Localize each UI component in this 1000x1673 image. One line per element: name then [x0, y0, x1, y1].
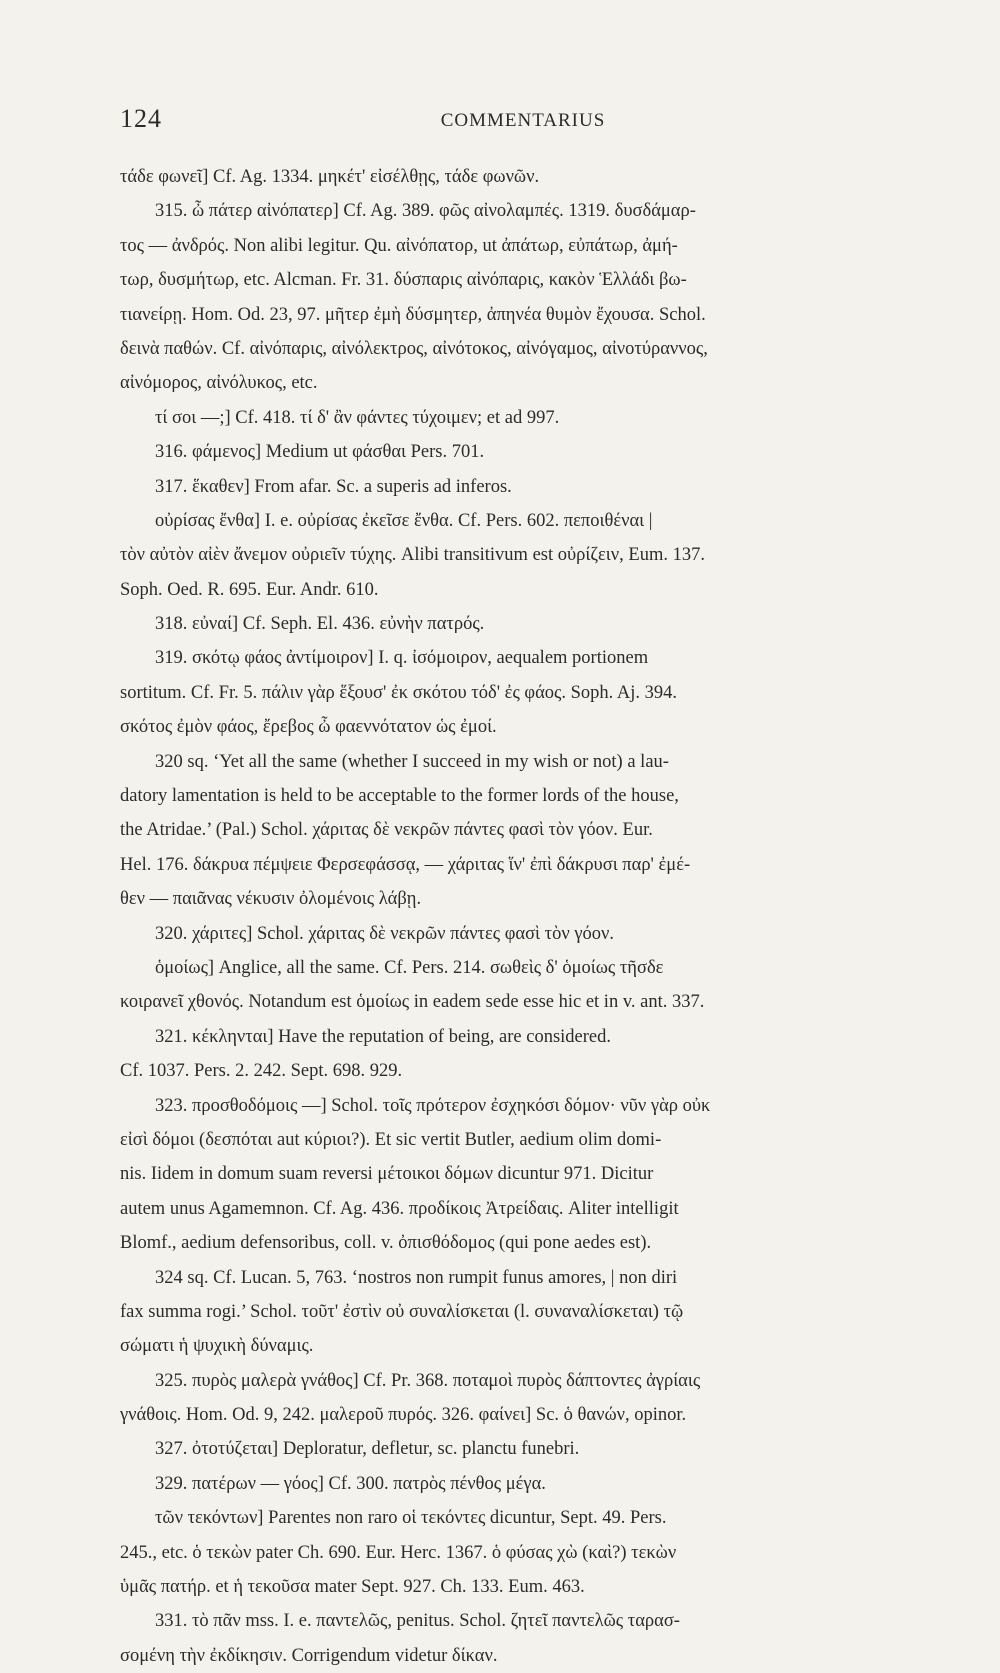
text-line: autem unus Agamemnon. Cf. Ag. 436. προδίκοις Ἀτρείδαις. Aliter intelligit	[120, 1198, 679, 1219]
text-line: 316. φάμενος] Medium ut φάσθαι Pers. 701.	[155, 442, 485, 463]
text-line: 329. πατέρων — γόος] Cf. 300. πατρὸς πένθος μέγα.	[155, 1473, 546, 1494]
text-line: fax summa rogi.’ Schol. τοῦτ' ἐστὶν οὐ συναλίσκεται (l. συναναλίσκεται) τῷ	[120, 1301, 684, 1322]
text-line: 323. προσθοδόμοις —] Schol. τοῖς πρότερον ἐσχηκόσι δόμον· νῦν γὰρ οὐκ	[155, 1095, 711, 1116]
text-line: 324 sq. Cf. Lucan. 5, 763. ‘nostros non rumpit funus amores, | non diri	[155, 1267, 678, 1288]
text-line: αἰνόμορος, αἰνόλυκος, etc.	[120, 373, 318, 394]
text-line: 327. ὀτοτύζεται] Deploratur, defletur, sc. planctu funebri.	[155, 1439, 580, 1460]
running-title: COMMENTARIUS	[440, 110, 606, 131]
text-line: τος — ἀνδρός. Non alibi legitur. Qu. αἰνόπατορ, ut ἀπάτωρ, εὐπάτωρ, ἀμή-	[120, 235, 678, 256]
text-line: sortitum. Cf. Fr. 5. πάλιν γὰρ ἕξουσ' ἐκ σκότου τόδ' ἐς φάος. Soph. Aj. 394.	[120, 682, 677, 703]
text-line: 315. ὦ πάτερ αἰνόπατερ] Cf. Ag. 389. φῶς αἰνολαμπές. 1319. δυσδάμαρ-	[155, 201, 696, 222]
text-line: ὑμᾶς πατήρ. et ἡ τεκοῦσα mater Sept. 927. Ch. 133. Eum. 463.	[120, 1577, 585, 1598]
text-line: γνάθοις. Hom. Od. 9, 242. μαλεροῦ πυρός. 326. φαίνει] Sc. ὁ θανών, opinor.	[120, 1405, 687, 1426]
text-line: σώματι ἡ ψυχικὴ δύναμις.	[120, 1336, 314, 1357]
text-line: εἰσὶ δόμοι (δεσπόται aut κύριοι?). Et sic vertit Butler, aedium olim domi-	[120, 1129, 662, 1150]
text-line: 321. κέκληνται] Have the reputation of being, are considered.	[155, 1026, 612, 1047]
text-line: 245., etc. ὁ τεκὼν pater Ch. 690. Eur. Herc. 1367. ὁ φύσας χὼ (καὶ?) τεκὼν	[120, 1542, 677, 1563]
text-line: 325. πυρὸς μαλερὰ γνάθος] Cf. Pr. 368. ποταμοὶ πυρὸς δάπτοντες ἀγρίαις	[155, 1370, 701, 1391]
text-line: κοιρανεῖ χθονός. Notandum est ὁμοίως in eadem sede esse hic et in v. ant. 337.	[120, 992, 705, 1013]
text-line: τάδε φωνεῖ] Cf. Ag. 1334. μηκέτ' εἰσέλθῃς, τάδε φωνῶν.	[120, 167, 540, 187]
text-line: τῶν τεκόντων] Parentes non raro οἱ τεκόντες dicuntur, Sept. 49. Pers.	[155, 1508, 667, 1529]
running-head	[120, 104, 926, 144]
text-line: τί σοι —;] Cf. 418. τί δ' ἂν φάντες τύχοιμεν; et ad 997.	[155, 407, 560, 428]
text-line: οὐρίσας ἔνθα] I. e. οὐρίσας ἐκεῖσε ἔνθα. Cf. Pers. 602. πεποιθέναι |	[155, 510, 653, 531]
text-line: 318. εὐναί] Cf. Seph. El. 436. εὐνὴν πατρός.	[155, 614, 485, 635]
text-line: δεινὰ παθών. Cf. αἰνόπαρις, αἰνόλεκτρος, αἰνότοκος, αἰνόγαμος, αἰνοτύραννος,	[120, 338, 708, 359]
text-line: ὁμοίως] Anglice, all the same. Cf. Pers. 214. σωθεὶς δ' ὁμοίως τῆσδε	[155, 957, 664, 978]
text-line: Blomf., aedium defensoribus, coll. v. ὀπισθόδομος (qui pone aedes est).	[120, 1233, 652, 1254]
text-line: 320. χάριτες] Schol. χάριτας δὲ νεκρῶν πάντες φασὶ τὸν γόον.	[155, 923, 614, 944]
text-line: 317. ἕκαθεν] From afar. Sc. a superis ad inferos.	[155, 476, 512, 497]
text-line: the Atridae.’ (Pal.) Schol. χάριτας δὲ νεκρῶν πάντες φασὶ τὸν γόον. Eur.	[120, 820, 653, 841]
text-line: 331. τὸ πᾶν mss. I. e. παντελῶς, penitus. Schol. ζητεῖ παντελῶς ταρασ-	[155, 1611, 680, 1632]
text-line: datory lamentation is held to be acceptable to the former lords of the house,	[120, 786, 679, 807]
text-line: Hel. 176. δάκρυα πέμψειε Φερσεφάσσᾳ, — χάριτας ἵν' ἐπὶ δάκρυσι παρ' ἐμέ-	[120, 854, 691, 875]
text-line: Cf. 1037. Pers. 2. 242. Sept. 698. 929.	[120, 1061, 403, 1082]
text-line: 319. σκότῳ φάος ἀντίμοιρον] I. q. ἰσόμοιρον, aequalem portionem	[155, 648, 649, 669]
text-line: τὸν αὐτὸν αἰὲν ἄνεμον οὐριεῖν τύχης. Alibi transitivum est οὐρίζειν, Eum. 137.	[120, 545, 705, 566]
text-line: 320 sq. ‘Yet all the same (whether I succeed in my wish or not) a lau-	[155, 751, 669, 772]
text-line: θεν — παιᾶνας νέκυσιν ὀλομένοις λάβῃ.	[120, 889, 422, 910]
text-line: σκότος ἐμὸν φάος, ἔρεβος ὦ φαεννότατον ὡς ἐμοί.	[120, 717, 497, 738]
text-line: Soph. Oed. R. 695. Eur. Andr. 610.	[120, 579, 379, 600]
text-line: nis. Iidem in domum suam reversi μέτοικοι δόμων dicuntur 971. Dicitur	[120, 1164, 654, 1185]
text-line: τιανείρῃ. Hom. Od. 23, 97. μῆτερ ἐμὴ δύσμητερ, ἀπηνέα θυμὸν ἔχουσα. Schol.	[120, 304, 706, 325]
page-number: 124	[120, 104, 162, 133]
text-line: σομένη τὴν ἐκδίκησιν. Corrigendum videtur δίκαν.	[120, 1645, 498, 1666]
commentary-text	[120, 160, 926, 1673]
text-line: τωρ, δυσμήτωρ, etc. Alcman. Fr. 31. δύσπαρις αἰνόπαρις, κακὸν Ἑλλάδι βω-	[120, 270, 687, 291]
